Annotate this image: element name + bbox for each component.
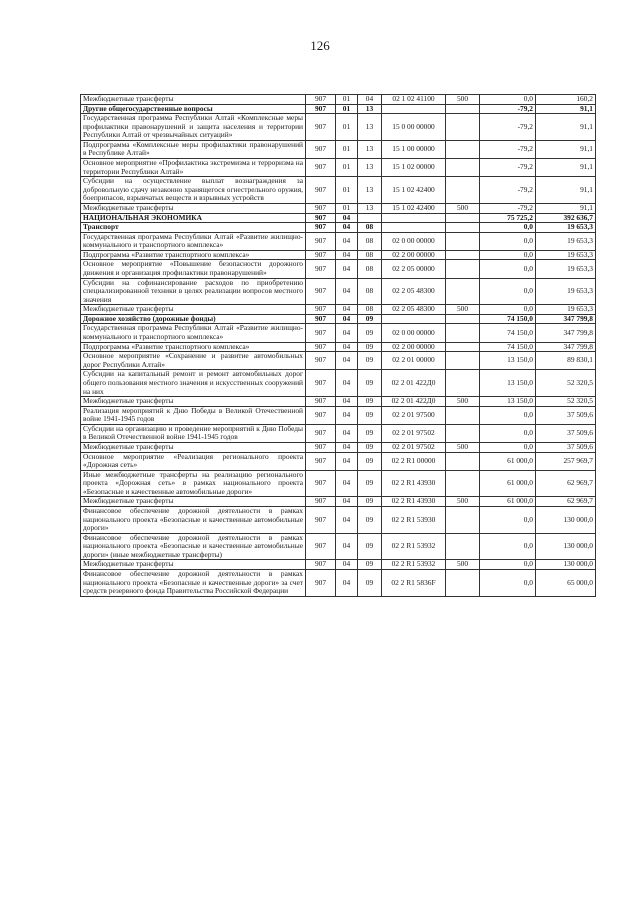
table-row bbox=[81, 324, 596, 342]
row-ved: 907 bbox=[306, 560, 336, 570]
row-sum-2021: 91,1 bbox=[536, 177, 596, 204]
row-name: Межбюджетные трансферты bbox=[81, 305, 306, 315]
row-rz: 04 bbox=[336, 370, 358, 397]
row-name: Подпрограмма «Комплексные меры профилактики правонарушений в Республике Алтай» bbox=[81, 140, 306, 158]
row-csr: 15 1 00 00000 bbox=[382, 140, 446, 158]
row-name: Межбюджетные трансферты bbox=[81, 203, 306, 213]
row-csr: 02 2 01 422Д0 bbox=[382, 397, 446, 407]
row-rz: 04 bbox=[336, 560, 358, 570]
row-pr: 09 bbox=[358, 560, 382, 570]
row-vr: 500 bbox=[446, 560, 480, 570]
row-name: Иные межбюджетные трансферты на реализацию регионального проекта «Дорожная сеть» в рамках национального проекта «Безопасные и качественные автомобильные дороги» bbox=[81, 470, 306, 497]
row-csr: 02 2 R1 43930 bbox=[382, 497, 446, 507]
row-rz: 04 bbox=[336, 533, 358, 560]
row-csr: 02 2 05 00000 bbox=[382, 260, 446, 278]
row-pr: 13 bbox=[358, 203, 382, 213]
row-sum-2021: 19 653,3 bbox=[536, 305, 596, 315]
row-sum-2020: -79,2 bbox=[480, 114, 536, 141]
table-row bbox=[81, 533, 596, 560]
row-csr: 02 0 00 00000 bbox=[382, 232, 446, 250]
row-pr: 09 bbox=[358, 570, 382, 597]
row-ved: 907 bbox=[306, 452, 336, 470]
table-row bbox=[81, 203, 596, 213]
row-sum-2021: 65 000,0 bbox=[536, 570, 596, 597]
row-rz: 04 bbox=[336, 470, 358, 497]
row-sum-2021: 62 969,7 bbox=[536, 497, 596, 507]
table-row bbox=[81, 452, 596, 470]
table-row bbox=[81, 442, 596, 452]
row-pr: 13 bbox=[358, 159, 382, 177]
row-sum-2020: 0,0 bbox=[480, 507, 536, 534]
row-name: Финансовое обеспечение дорожной деятельности в рамках национального проекта «Безопасные и качественные автомобильные дороги» bbox=[81, 507, 306, 534]
row-rz: 04 bbox=[336, 507, 358, 534]
row-sum-2021: 347 799,8 bbox=[536, 324, 596, 342]
row-pr: 09 bbox=[358, 406, 382, 424]
row-csr: 02 2 00 00000 bbox=[382, 342, 446, 352]
row-name: Межбюджетные трансферты bbox=[81, 397, 306, 407]
row-name: Подпрограмма «Развитие транспортного комплекса» bbox=[81, 250, 306, 260]
row-sum-2020: 0,0 bbox=[480, 424, 536, 442]
row-rz: 01 bbox=[336, 177, 358, 204]
row-rz: 04 bbox=[336, 223, 358, 233]
row-pr: 04 bbox=[358, 95, 382, 105]
row-vr bbox=[446, 250, 480, 260]
row-sum-2020: 0,0 bbox=[480, 305, 536, 315]
row-pr: 09 bbox=[358, 442, 382, 452]
row-pr: 08 bbox=[358, 250, 382, 260]
row-vr bbox=[446, 159, 480, 177]
row-ved: 907 bbox=[306, 507, 336, 534]
row-rz: 04 bbox=[336, 260, 358, 278]
row-vr bbox=[446, 370, 480, 397]
row-name: НАЦИОНАЛЬНАЯ ЭКОНОМИКА bbox=[81, 213, 306, 223]
row-pr: 09 bbox=[358, 324, 382, 342]
row-pr: 08 bbox=[358, 305, 382, 315]
row-vr bbox=[446, 352, 480, 370]
row-rz: 04 bbox=[336, 314, 358, 324]
row-sum-2021: 347 799,8 bbox=[536, 314, 596, 324]
row-vr bbox=[446, 260, 480, 278]
row-sum-2020: -79,2 bbox=[480, 104, 536, 114]
row-pr: 08 bbox=[358, 260, 382, 278]
row-vr bbox=[446, 232, 480, 250]
table-row bbox=[81, 232, 596, 250]
table-row bbox=[81, 406, 596, 424]
table-row bbox=[81, 114, 596, 141]
row-pr: 09 bbox=[358, 470, 382, 497]
budget-table bbox=[80, 94, 596, 597]
row-sum-2020: 0,0 bbox=[480, 533, 536, 560]
row-pr: 13 bbox=[358, 140, 382, 158]
row-csr: 02 2 01 97502 bbox=[382, 442, 446, 452]
row-sum-2020: 0,0 bbox=[480, 223, 536, 233]
table-row bbox=[81, 213, 596, 223]
row-vr bbox=[446, 570, 480, 597]
table-row bbox=[81, 278, 596, 305]
row-csr: 02 2 05 48300 bbox=[382, 305, 446, 315]
table-row bbox=[81, 223, 596, 233]
row-sum-2021: 37 509,6 bbox=[536, 424, 596, 442]
row-sum-2020: 61 000,0 bbox=[480, 497, 536, 507]
row-sum-2020: 0,0 bbox=[480, 260, 536, 278]
row-ved: 907 bbox=[306, 470, 336, 497]
row-ved: 907 bbox=[306, 352, 336, 370]
row-ved: 907 bbox=[306, 397, 336, 407]
row-csr: 15 0 00 00000 bbox=[382, 114, 446, 141]
row-rz: 01 bbox=[336, 159, 358, 177]
row-rz: 04 bbox=[336, 324, 358, 342]
row-vr bbox=[446, 533, 480, 560]
row-rz: 04 bbox=[336, 406, 358, 424]
row-pr: 09 bbox=[358, 352, 382, 370]
row-name: Межбюджетные трансферты bbox=[81, 497, 306, 507]
row-sum-2021: 91,1 bbox=[536, 203, 596, 213]
row-sum-2021: 392 636,7 bbox=[536, 213, 596, 223]
row-vr bbox=[446, 104, 480, 114]
row-vr bbox=[446, 507, 480, 534]
row-pr: 09 bbox=[358, 424, 382, 442]
row-ved: 907 bbox=[306, 140, 336, 158]
row-ved: 907 bbox=[306, 203, 336, 213]
row-sum-2021: 62 969,7 bbox=[536, 470, 596, 497]
table-row bbox=[81, 507, 596, 534]
row-rz: 01 bbox=[336, 203, 358, 213]
row-ved: 907 bbox=[306, 177, 336, 204]
row-csr bbox=[382, 213, 446, 223]
row-ved: 907 bbox=[306, 442, 336, 452]
row-pr: 09 bbox=[358, 507, 382, 534]
row-pr: 13 bbox=[358, 114, 382, 141]
row-rz: 04 bbox=[336, 232, 358, 250]
table-row bbox=[81, 159, 596, 177]
row-sum-2020: 0,0 bbox=[480, 442, 536, 452]
table-row bbox=[81, 177, 596, 204]
row-name: Основное мероприятие «Реализация регионального проекта «Дорожная сеть» bbox=[81, 452, 306, 470]
row-vr bbox=[446, 470, 480, 497]
row-sum-2020: 13 150,0 bbox=[480, 370, 536, 397]
row-sum-2020: 13 150,0 bbox=[480, 352, 536, 370]
row-sum-2020: -79,2 bbox=[480, 203, 536, 213]
table-row bbox=[81, 305, 596, 315]
row-sum-2021: 130 000,0 bbox=[536, 560, 596, 570]
row-rz: 04 bbox=[336, 250, 358, 260]
row-csr bbox=[382, 104, 446, 114]
row-name: Государственная программа Республики Алтай «Комплексные меры профилактики правонарушений и защита населения и территории Республики Алтай от чрезвычайных ситуаций» bbox=[81, 114, 306, 141]
row-ved: 907 bbox=[306, 570, 336, 597]
row-ved: 907 bbox=[306, 213, 336, 223]
row-vr bbox=[446, 452, 480, 470]
row-sum-2020: -79,2 bbox=[480, 177, 536, 204]
row-name: Субсидии на осуществление выплат вознаграждения за добровольную сдачу незаконно хранящегося огнестрельного оружия, боеприпасов, взрывчатых веществ и взрывных устройств bbox=[81, 177, 306, 204]
row-name: Государственная программа Республики Алтай «Развитие жилищно-коммунального и транспортного комплекса» bbox=[81, 324, 306, 342]
row-pr: 09 bbox=[358, 342, 382, 352]
row-rz: 04 bbox=[336, 278, 358, 305]
table-row bbox=[81, 140, 596, 158]
row-csr: 02 2 05 48300 bbox=[382, 278, 446, 305]
row-sum-2020: 0,0 bbox=[480, 250, 536, 260]
row-sum-2020: 0,0 bbox=[480, 560, 536, 570]
row-ved: 907 bbox=[306, 223, 336, 233]
row-csr: 02 2 01 00000 bbox=[382, 352, 446, 370]
row-sum-2021: 19 653,3 bbox=[536, 250, 596, 260]
row-sum-2021: 52 320,5 bbox=[536, 397, 596, 407]
table-row bbox=[81, 424, 596, 442]
row-name: Транспорт bbox=[81, 223, 306, 233]
row-sum-2021: 130 000,0 bbox=[536, 507, 596, 534]
table-row bbox=[81, 470, 596, 497]
row-rz: 04 bbox=[336, 424, 358, 442]
row-sum-2020: 13 150,0 bbox=[480, 397, 536, 407]
row-sum-2021: 37 509,6 bbox=[536, 442, 596, 452]
row-ved: 907 bbox=[306, 406, 336, 424]
row-vr: 500 bbox=[446, 95, 480, 105]
row-rz: 04 bbox=[336, 352, 358, 370]
row-name: Подпрограмма «Развитие транспортного комплекса» bbox=[81, 342, 306, 352]
row-vr: 500 bbox=[446, 442, 480, 452]
row-vr bbox=[446, 278, 480, 305]
row-ved: 907 bbox=[306, 104, 336, 114]
row-sum-2020: 61 000,0 bbox=[480, 452, 536, 470]
row-ved: 907 bbox=[306, 95, 336, 105]
row-vr bbox=[446, 424, 480, 442]
row-ved: 907 bbox=[306, 278, 336, 305]
table-row bbox=[81, 370, 596, 397]
row-csr: 02 2 R1 00000 bbox=[382, 452, 446, 470]
row-sum-2021: 160,2 bbox=[536, 95, 596, 105]
row-csr: 02 2 01 422Д0 bbox=[382, 370, 446, 397]
row-sum-2021: 19 653,3 bbox=[536, 223, 596, 233]
row-rz: 04 bbox=[336, 497, 358, 507]
table-row bbox=[81, 95, 596, 105]
row-sum-2021: 19 653,3 bbox=[536, 278, 596, 305]
row-csr: 02 2 R1 53932 bbox=[382, 533, 446, 560]
row-vr: 500 bbox=[446, 305, 480, 315]
row-vr bbox=[446, 213, 480, 223]
row-ved: 907 bbox=[306, 250, 336, 260]
row-sum-2021: 52 320,5 bbox=[536, 370, 596, 397]
row-sum-2020: 74 150,0 bbox=[480, 342, 536, 352]
row-sum-2021: 91,1 bbox=[536, 114, 596, 141]
row-pr: 08 bbox=[358, 278, 382, 305]
row-csr bbox=[382, 223, 446, 233]
row-csr: 02 2 R1 43930 bbox=[382, 470, 446, 497]
row-ved: 907 bbox=[306, 533, 336, 560]
row-rz: 04 bbox=[336, 442, 358, 452]
row-name: Субсидии на капитальный ремонт и ремонт автомобильных дорог общего пользования местного значения и искусственных сооружений на них bbox=[81, 370, 306, 397]
row-pr: 09 bbox=[358, 533, 382, 560]
row-sum-2021: 37 509,6 bbox=[536, 406, 596, 424]
row-ved: 907 bbox=[306, 159, 336, 177]
row-csr: 02 0 00 00000 bbox=[382, 324, 446, 342]
row-rz: 01 bbox=[336, 140, 358, 158]
row-name: Субсидии на софинансирование расходов по приобретению специализированной техники в целях реализации вопросов местного значения bbox=[81, 278, 306, 305]
row-name: Финансовое обеспечение дорожной деятельности в рамках национального проекта «Безопасные и качественные автомобильные дороги» (иные межбюджетные трансферты) bbox=[81, 533, 306, 560]
row-vr: 500 bbox=[446, 203, 480, 213]
table-row bbox=[81, 570, 596, 597]
row-pr: 08 bbox=[358, 223, 382, 233]
row-ved: 907 bbox=[306, 497, 336, 507]
row-ved: 907 bbox=[306, 324, 336, 342]
row-name: Межбюджетные трансферты bbox=[81, 442, 306, 452]
row-csr: 02 2 R1 53932 bbox=[382, 560, 446, 570]
row-ved: 907 bbox=[306, 370, 336, 397]
row-sum-2021: 91,1 bbox=[536, 159, 596, 177]
row-vr: 500 bbox=[446, 497, 480, 507]
row-vr bbox=[446, 314, 480, 324]
table-row bbox=[81, 397, 596, 407]
row-pr: 09 bbox=[358, 314, 382, 324]
table-row bbox=[81, 352, 596, 370]
row-sum-2020: 0,0 bbox=[480, 406, 536, 424]
row-sum-2020: 0,0 bbox=[480, 232, 536, 250]
row-rz: 01 bbox=[336, 114, 358, 141]
row-pr: 08 bbox=[358, 232, 382, 250]
row-name: Реализация мероприятий к Дню Победы в Великой Отечественной войне 1941-1945 годов bbox=[81, 406, 306, 424]
row-ved: 907 bbox=[306, 424, 336, 442]
row-sum-2021: 91,1 bbox=[536, 104, 596, 114]
row-sum-2020: 0,0 bbox=[480, 570, 536, 597]
row-ved: 907 bbox=[306, 305, 336, 315]
row-csr: 02 2 R1 53930 bbox=[382, 507, 446, 534]
row-vr bbox=[446, 342, 480, 352]
row-pr: 13 bbox=[358, 177, 382, 204]
row-pr: 09 bbox=[358, 397, 382, 407]
row-vr bbox=[446, 223, 480, 233]
row-csr: 02 2 01 97500 bbox=[382, 406, 446, 424]
row-rz: 04 bbox=[336, 305, 358, 315]
row-vr bbox=[446, 406, 480, 424]
row-sum-2020: 61 000,0 bbox=[480, 470, 536, 497]
row-sum-2021: 130 000,0 bbox=[536, 533, 596, 560]
row-rz: 01 bbox=[336, 104, 358, 114]
row-vr bbox=[446, 114, 480, 141]
row-sum-2021: 347 799,8 bbox=[536, 342, 596, 352]
row-sum-2020: 74 150,0 bbox=[480, 314, 536, 324]
row-sum-2020: 75 725,2 bbox=[480, 213, 536, 223]
row-name: Основное мероприятие «Повышение безопасности дорожного движения и организация профилактики правонарушений» bbox=[81, 260, 306, 278]
row-pr: 09 bbox=[358, 497, 382, 507]
row-name: Другие общегосударственные вопросы bbox=[81, 104, 306, 114]
row-sum-2021: 89 830,1 bbox=[536, 352, 596, 370]
row-sum-2021: 19 653,3 bbox=[536, 232, 596, 250]
row-vr: 500 bbox=[446, 397, 480, 407]
row-sum-2020: -79,2 bbox=[480, 159, 536, 177]
table-row bbox=[81, 260, 596, 278]
row-ved: 907 bbox=[306, 232, 336, 250]
row-rz: 04 bbox=[336, 397, 358, 407]
row-vr bbox=[446, 177, 480, 204]
row-name: Основное мероприятие «Профилактика экстремизма и терроризма на территории Республики Алтай» bbox=[81, 159, 306, 177]
row-sum-2020: -79,2 bbox=[480, 140, 536, 158]
row-csr: 15 1 02 42400 bbox=[382, 203, 446, 213]
row-ved: 907 bbox=[306, 114, 336, 141]
row-csr: 15 1 02 42400 bbox=[382, 177, 446, 204]
row-csr bbox=[382, 314, 446, 324]
row-pr: 13 bbox=[358, 104, 382, 114]
row-csr: 02 2 01 97502 bbox=[382, 424, 446, 442]
row-sum-2021: 257 969,7 bbox=[536, 452, 596, 470]
row-rz: 04 bbox=[336, 570, 358, 597]
row-rz: 04 bbox=[336, 213, 358, 223]
row-rz: 04 bbox=[336, 342, 358, 352]
row-pr: 09 bbox=[358, 370, 382, 397]
row-vr bbox=[446, 140, 480, 158]
row-sum-2020: 0,0 bbox=[480, 278, 536, 305]
row-name: Межбюджетные трансферты bbox=[81, 95, 306, 105]
row-sum-2021: 91,1 bbox=[536, 140, 596, 158]
row-ved: 907 bbox=[306, 342, 336, 352]
row-name: Субсидии на организацию и проведение мероприятий к Дню Победы в Великой Отечественной войне 1941-1945 годов bbox=[81, 424, 306, 442]
row-csr: 15 1 02 00000 bbox=[382, 159, 446, 177]
row-csr: 02 1 02 41100 bbox=[382, 95, 446, 105]
row-rz: 04 bbox=[336, 452, 358, 470]
row-name: Дорожное хозяйство (дорожные фонды) bbox=[81, 314, 306, 324]
row-sum-2020: 74 150,0 bbox=[480, 324, 536, 342]
row-pr: 09 bbox=[358, 452, 382, 470]
row-csr: 02 2 00 00000 bbox=[382, 250, 446, 260]
row-sum-2020: 0,0 bbox=[480, 95, 536, 105]
row-name: Финансовое обеспечение дорожной деятельности в рамках национального проекта «Безопасные и качественные дороги» за счет средств резервного фонда Правительства Российской Федерации bbox=[81, 570, 306, 597]
table-body bbox=[81, 95, 596, 597]
row-name: Межбюджетные трансферты bbox=[81, 560, 306, 570]
row-csr: 02 2 R1 5836F bbox=[382, 570, 446, 597]
row-ved: 907 bbox=[306, 260, 336, 278]
row-rz: 01 bbox=[336, 95, 358, 105]
page-number: 126 bbox=[310, 38, 330, 53]
row-vr bbox=[446, 324, 480, 342]
row-name: Государственная программа Республики Алтай «Развитие жилищно-коммунального и транспортного комплекса» bbox=[81, 232, 306, 250]
row-ved: 907 bbox=[306, 314, 336, 324]
row-name: Основное мероприятие «Сохранение и развитие автомобильных дорог Республики Алтай» bbox=[81, 352, 306, 370]
row-sum-2021: 19 653,3 bbox=[536, 260, 596, 278]
